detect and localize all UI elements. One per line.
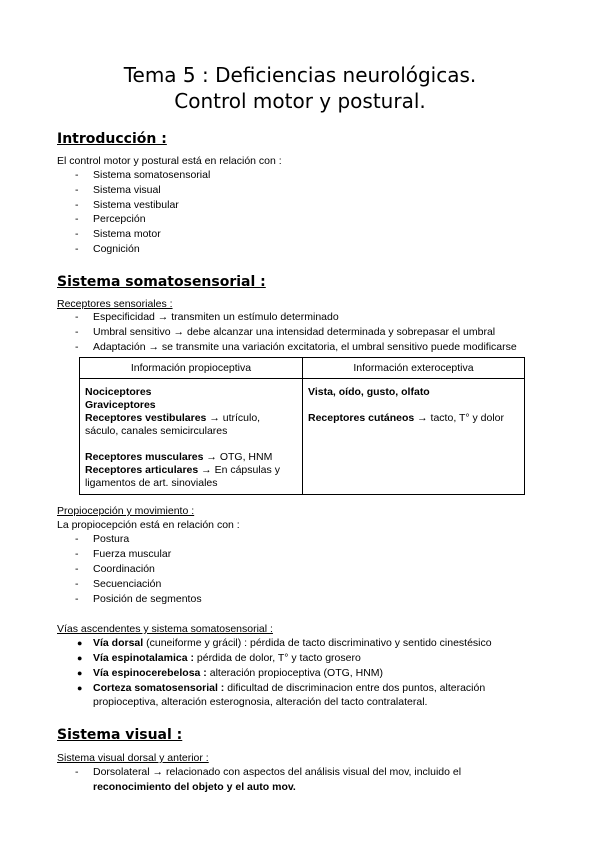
- page-title-line1: Tema 5 : Deficiencias neurológicas.: [123, 63, 477, 87]
- list-item: Sistema somatosensorial: [93, 169, 211, 181]
- visual-label: Sistema visual dorsal y anterior :: [57, 752, 209, 764]
- somato-heading: Sistema somatosensorial :: [57, 274, 266, 290]
- bullet-icon: ●: [77, 668, 83, 678]
- cell-articulares: Receptores articulares: [85, 464, 199, 476]
- page-title-line2: Control motor y postural.: [174, 89, 426, 113]
- propio-label: Propiocepción y movimiento :: [57, 505, 195, 517]
- list-item: Percepción: [93, 213, 146, 225]
- list-item-continuation: propioceptiva, alteración esterognosia, alteración del tacto contralateral.: [93, 696, 428, 708]
- list-item: Coordinación: [93, 563, 155, 575]
- list-item: Vía espinocerebelosa : alteración propioceptiva (OTG, HNM): [93, 667, 384, 679]
- propio-lead: La propiocepción está en relación con :: [57, 519, 240, 531]
- list-item-continuation: reconocimiento del objeto y el auto mov.: [93, 781, 296, 793]
- cell-graviceptores: Graviceptores: [85, 399, 156, 411]
- cell-nociceptores: Nociceptores: [85, 386, 152, 398]
- bullet-icon: ●: [77, 638, 83, 648]
- document-page: Tema 5 : Deficiencias neurológicas. Control motor y postural. Introducción : El control motor y postural está en relación con : - Sistema somatosensorial - Sistema visual - Sistema vestibular - Percepción - Sistema motor - Cognición Sistema somatosensorial : Receptores sensoriales : - Especificidad → transmiten un estímulo determinado - Umbral sensitivo → debe alcanzar una intensidad determinada y sobrepasar el umbral - Adaptación → se transmite una variación excitatoria, el umbral sensitivo puede modificarse Información propioceptiva Información exteroceptiva Nociceptores Graviceptores Receptores vestibulares → utrículo, sáculo, canales semicirculares Receptores musculares → OTG, HNM Receptores articulares → En cápsulas y ligamentos de art. sinoviales Vista, oído, gusto, olfato Receptores cutáneos → tacto, T° y dolor Propiocepción y movimiento : La propiocepción está en relación con : - Postura - Fuerza muscular - Coordinación - Secuenciación - Posición de segmentos Vías ascendentes y sistema somatosensorial : ● Vía dorsal (cuneiforme y grácil) : pérdida de tacto discriminativo y sentido cinestésico ● Vía espinotalamica : pérdida de dolor, T° y tacto grosero ● Vía espinocerebelosa : alteración propioceptiva (OTG, HNM) ● Corteza somatosensorial : dificultad de discriminacion entre dos puntos, alteración propioceptiva, alteración esterognosia, alteración del tacto contralateral. Sistema visual : Sistema visual dorsal y anterior : - Dorsolateral → relacionado con aspectos del análisis visual del mov, incluido el reconocimiento del objeto y el auto mov.: [0, 0, 600, 848]
- cell-vestibulares: Receptores vestibulares: [85, 412, 207, 424]
- vias-label: Vías ascendentes y sistema somatosensorial :: [57, 623, 273, 635]
- list-item: Umbral sensitivo → debe alcanzar una intensidad determinada y sobrepasar el umbral: [93, 326, 496, 338]
- list-item: Cognición: [93, 243, 140, 255]
- list-item: Especificidad → transmiten un estímulo determinado: [93, 311, 339, 323]
- table-header-exteroceptiva: Información exteroceptiva: [303, 358, 525, 379]
- list-item: Sistema motor: [93, 228, 161, 240]
- receptores-label: Receptores sensoriales :: [57, 298, 173, 310]
- intro-lead: El control motor y postural está en relación con :: [57, 155, 282, 167]
- cell-articulares-cont: ligamentos de art. sinoviales: [85, 477, 218, 489]
- list-item: Vía dorsal (cuneiforme y grácil) : pérdida de tacto discriminativo y sentido cinestésico: [93, 637, 492, 649]
- visual-heading: Sistema visual :: [57, 727, 183, 743]
- table-cell-propioceptiva: Nociceptores Graviceptores Receptores vestibulares → utrículo, sáculo, canales semicirculares Receptores musculares → OTG, HNM Receptores articulares → En cápsulas y ligamentos de art. sinoviales: [80, 379, 303, 495]
- table-cell-exteroceptiva: Vista, oído, gusto, olfato Receptores cutáneos → tacto, T° y dolor: [303, 379, 525, 495]
- list-item: Vía espinotalamica : pérdida de dolor, T° y tacto grosero: [93, 652, 361, 664]
- list-item: Sistema visual: [93, 184, 161, 196]
- bullet-icon: ●: [77, 653, 83, 663]
- list-item: Adaptación → se transmite una variación excitatoria, el umbral sensitivo puede modificarse: [93, 341, 517, 353]
- cell-vestibulares-cont: sáculo, canales semicirculares: [85, 425, 228, 437]
- cell-vista: Vista, oído, gusto, olfato: [308, 386, 430, 398]
- list-item: Posición de segmentos: [93, 593, 202, 605]
- list-item: Fuerza muscular: [93, 548, 172, 560]
- list-item: Postura: [93, 533, 130, 545]
- list-item: Dorsolateral → relacionado con aspectos del análisis visual del mov, incluido el: [93, 766, 462, 778]
- info-table: [79, 357, 525, 495]
- table-header-propioceptiva: Información propioceptiva: [80, 358, 303, 379]
- list-item: Secuenciación: [93, 578, 162, 590]
- list-item: Corteza somatosensorial : dificultad de discriminacion entre dos puntos, alteración: [93, 682, 486, 694]
- bullet-icon: ●: [77, 683, 83, 693]
- cell-cutaneos: Receptores cutáneos: [308, 412, 415, 424]
- intro-heading: Introducción :: [57, 131, 167, 147]
- list-item: Sistema vestibular: [93, 199, 179, 211]
- cell-musculares: Receptores musculares: [85, 451, 204, 463]
